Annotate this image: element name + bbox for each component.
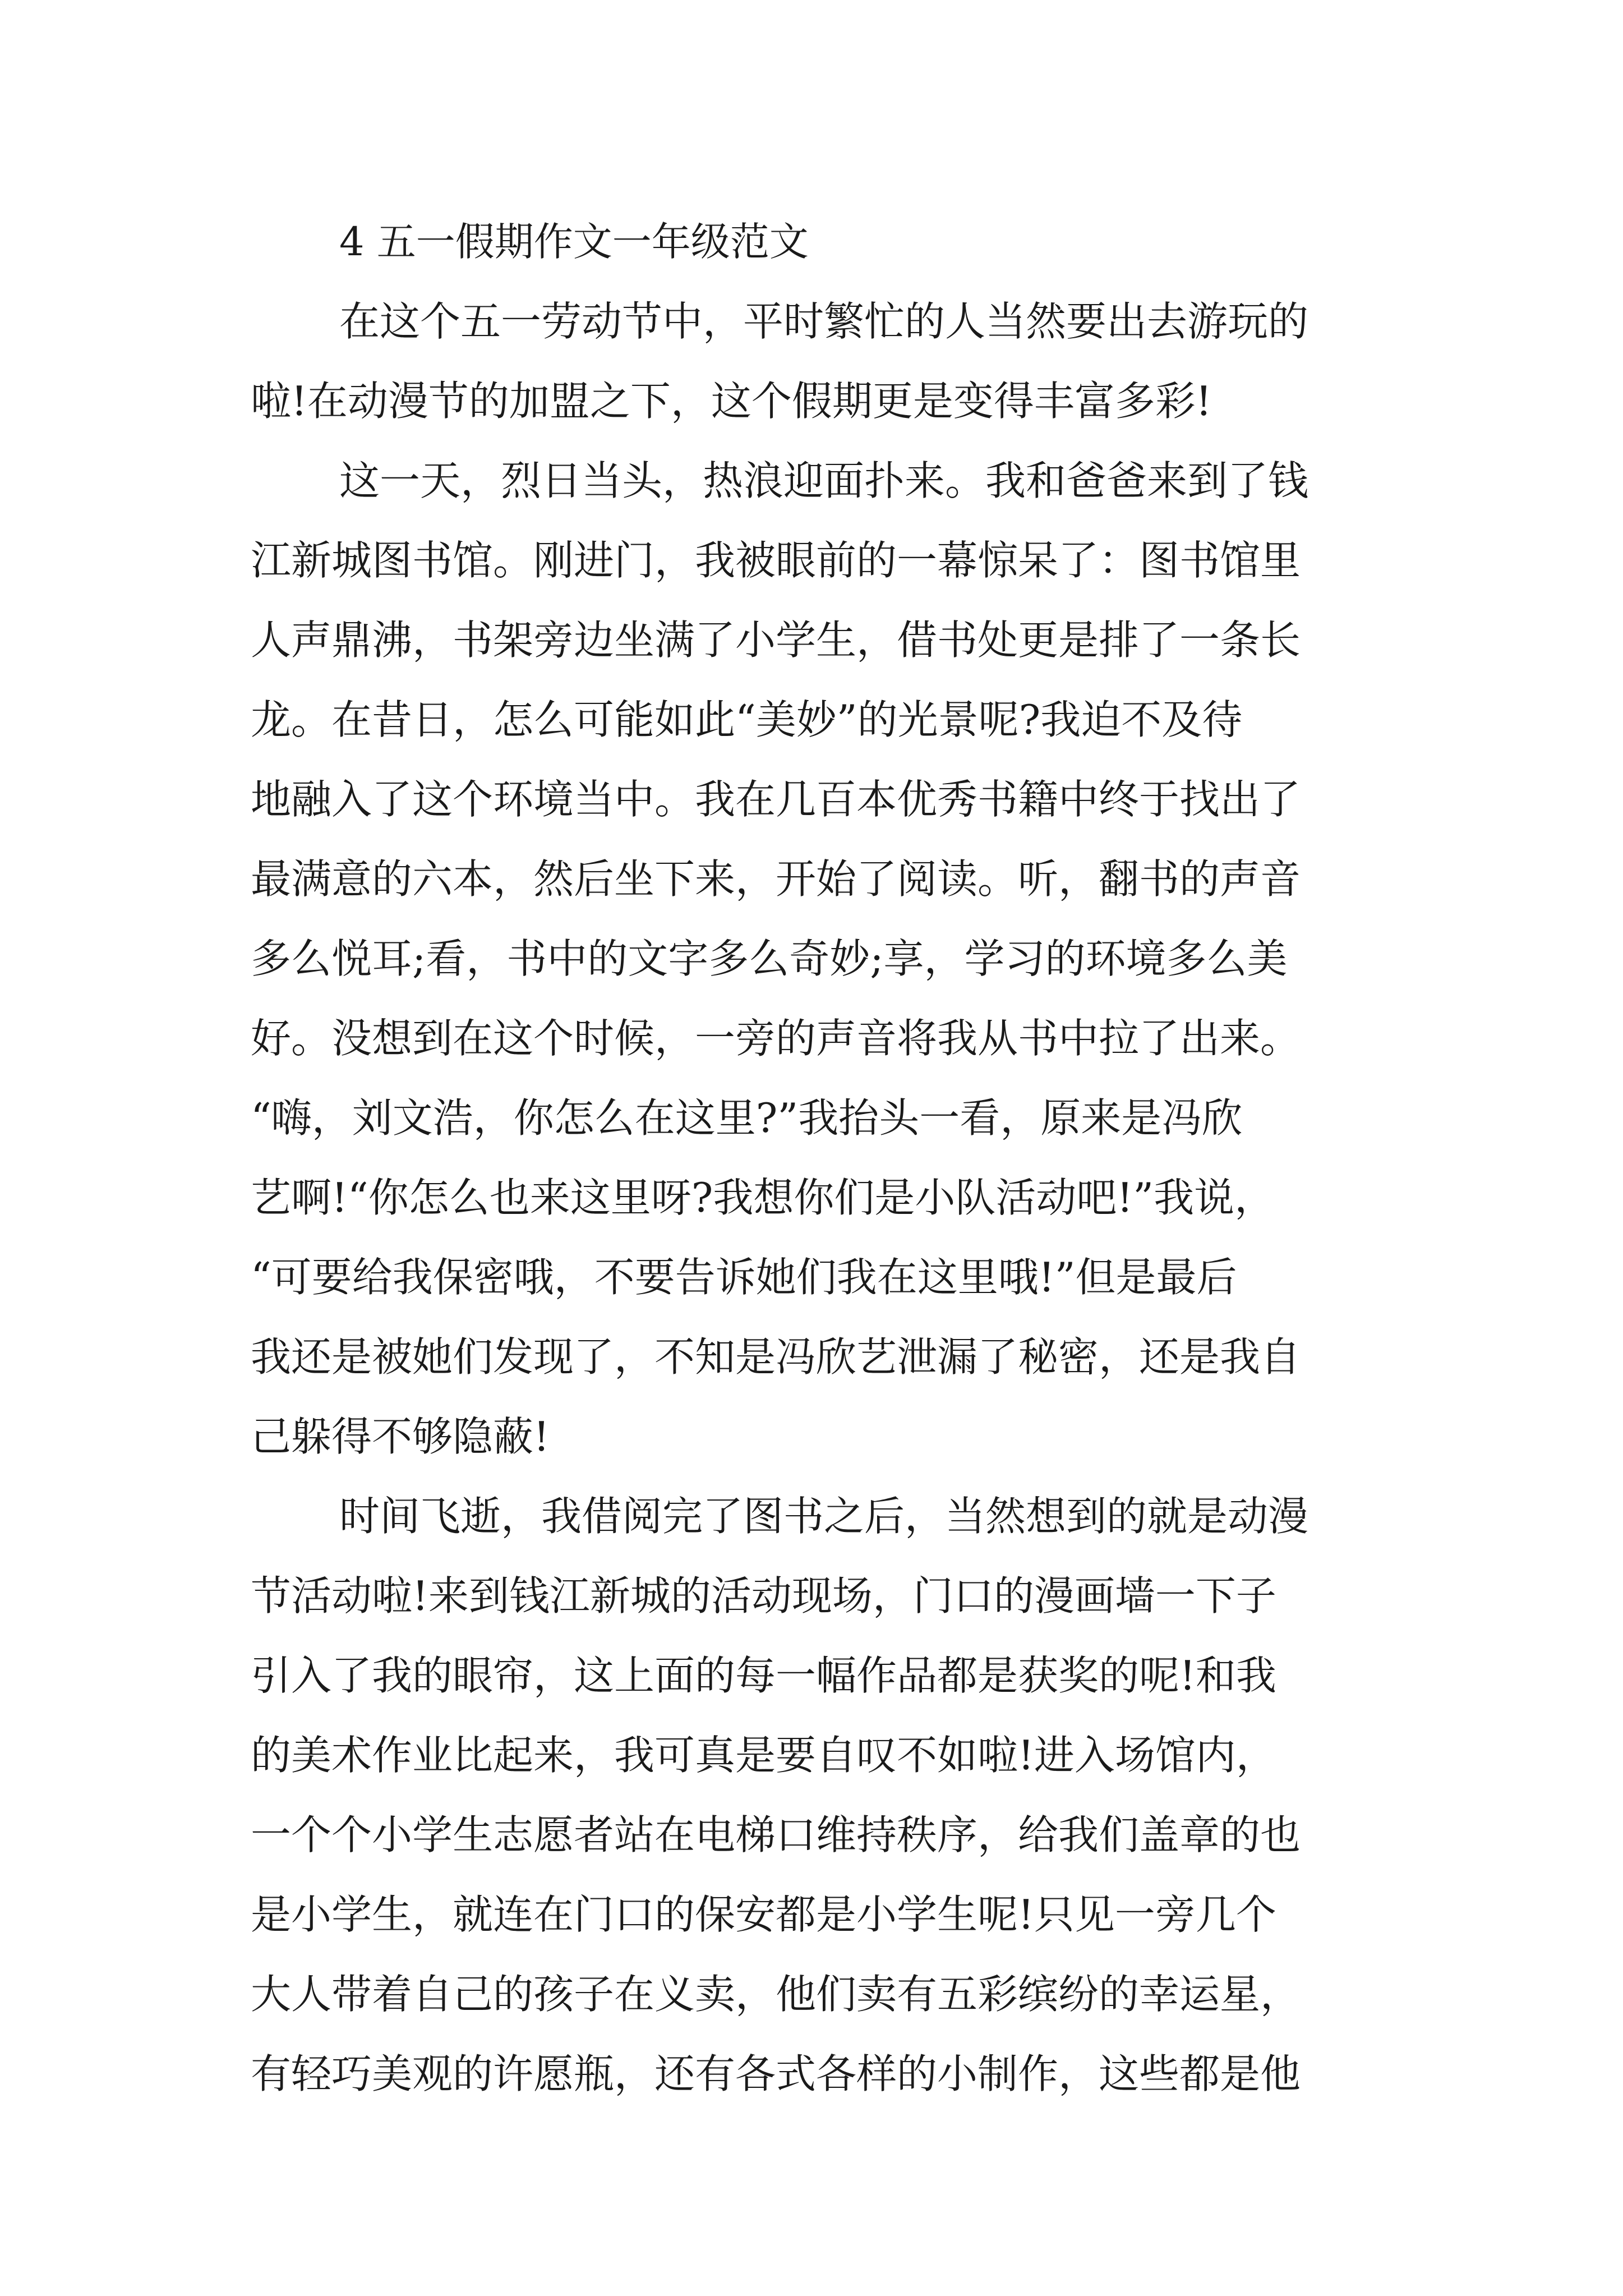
paragraph-2-line-9: “嗨，刘文浩，你怎么在这里?”我抬头一看，原来是冯欣: [251, 1094, 1243, 1142]
essay-body: [251, 202, 1456, 2114]
paragraph-3-line-4: 的美术作业比起来，我可真是要自叹不如啦!进入场馆内，: [251, 1732, 1276, 1779]
paragraph-2-line-2: 江新城图书馆。刚进门，我被眼前的一幕惊呆了：图书馆里: [251, 537, 1301, 584]
paragraph-2-line-1: 这一天，烈日当头，热浪迎面扑来。我和爸爸来到了钱: [339, 457, 1309, 504]
paragraph-1-line-1: 在这个五一劳动节中，平时繁忙的人当然要出去游玩的: [339, 298, 1309, 345]
paragraph-1-line-2: 啦!在动漫节的加盟之下，这个假期更是变得丰富多彩!: [251, 378, 1212, 425]
essay-title: 4 五一假期作文一年级范文: [339, 219, 809, 265]
paragraph-3-line-5: 一个个小学生志愿者站在电梯口维持秩序，给我们盖章的也: [251, 1811, 1301, 1858]
paragraph-3-line-8: 有轻巧美观的许愿瓶，还有各式各样的小制作，这些都是他: [251, 2050, 1301, 2097]
paragraph-3-line-3: 引入了我的眼帘，这上面的每一幅作品都是获奖的呢!和我: [251, 1652, 1276, 1699]
paragraph-3-line-1: 时间飞逝，我借阅完了图书之后，当然想到的就是动漫: [339, 1493, 1309, 1540]
paragraph-2-line-3: 人声鼎沸，书架旁边坐满了小学生，借书处更是排了一条长: [251, 616, 1301, 664]
paragraph-3-line-2: 节活动啦!来到钱江新城的活动现场，门口的漫画墙一下子: [251, 1572, 1276, 1619]
paragraph-2-line-7: 多么悦耳;看，书中的文字多么奇妙;享，学习的环境多么美: [251, 935, 1288, 982]
paragraph-2-line-10: 艺啊!“你怎么也来这里呀?我想你们是小队活动吧!”我说，: [251, 1174, 1275, 1221]
paragraph-2-line-13: 己躲得不够隐蔽!: [251, 1413, 550, 1460]
paragraph-2-line-12: 我还是被她们发现了，不知是冯欣艺泄漏了秘密，还是我自: [251, 1333, 1301, 1381]
paragraph-2-line-4: 龙。在昔日，怎么可能如此“美妙”的光景呢?我迫不及待: [251, 696, 1243, 743]
paragraph-2-line-5: 地融入了这个环境当中。我在几百本优秀书籍中终于找出了: [251, 776, 1301, 823]
paragraph-3-line-7: 大人带着自己的孩子在义卖，他们卖有五彩缤纷的幸运星，: [251, 1971, 1301, 2018]
paragraph-2-line-11: “可要给我保密哦，不要告诉她们我在这里哦!”但是最后: [251, 1254, 1237, 1301]
paragraph-2-line-6: 最满意的六本，然后坐下来，开始了阅读。听，翻书的声音: [251, 855, 1301, 903]
paragraph-2-line-8: 好。没想到在这个时候，一旁的声音将我从书中拉了出来。: [251, 1015, 1301, 1062]
paragraph-3-line-6: 是小学生，就连在门口的保安都是小学生呢!只见一旁几个: [251, 1891, 1276, 1938]
